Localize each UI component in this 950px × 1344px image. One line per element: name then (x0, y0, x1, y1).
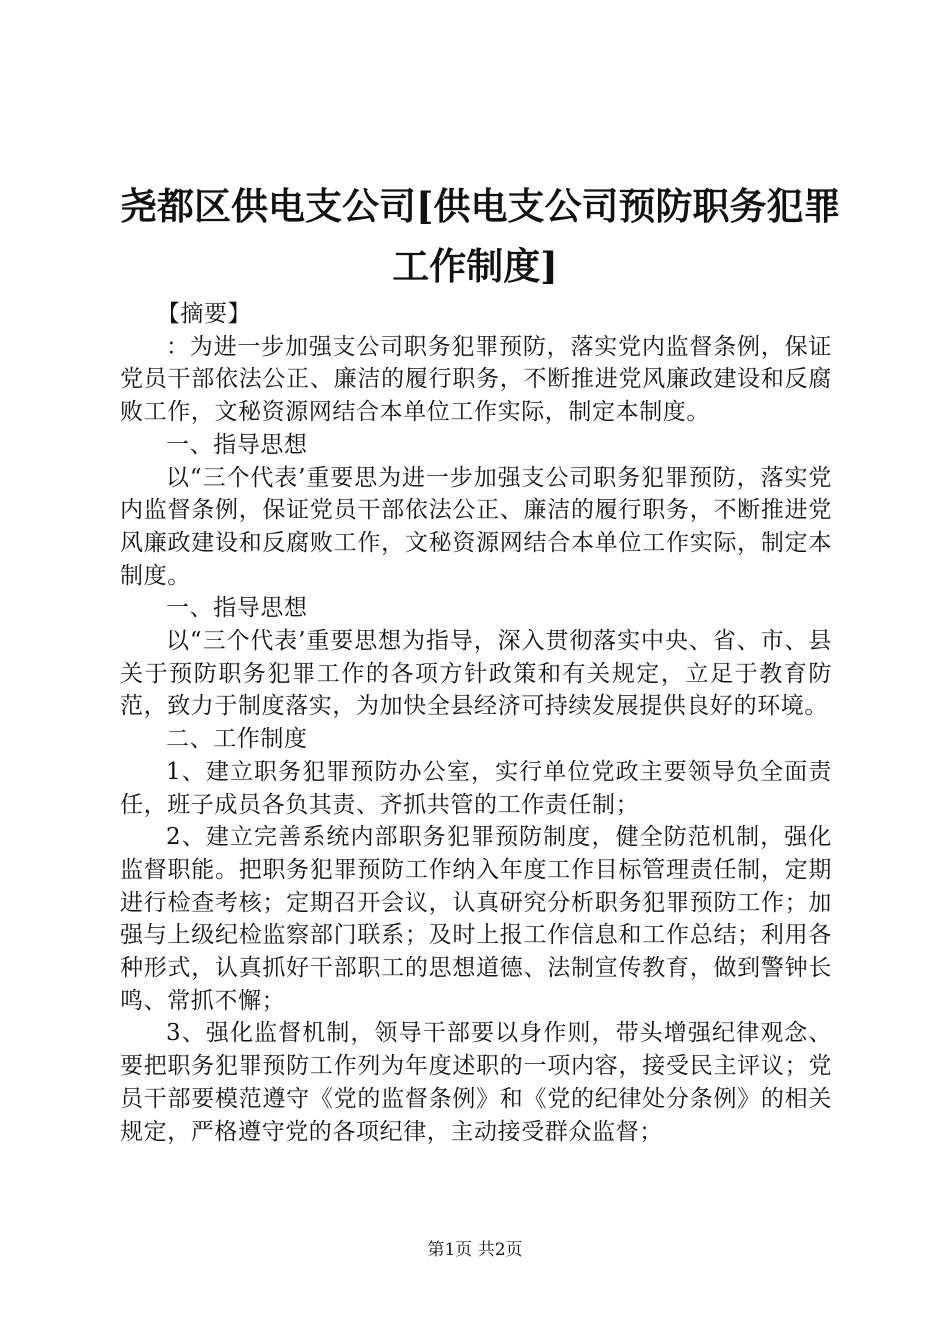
summary-label: 【摘要】 (156, 301, 252, 327)
section-heading: 一、指导思想 (166, 595, 308, 622)
section-heading: 一、指导思想 (166, 431, 308, 458)
page-footer: 第1页 共2页 (427, 1240, 523, 1260)
paragraph: 以“三个代表’重要思想为指导，深入贯彻落实中央、省、市、县关于预防职务犯罪工作的各项方针政策和有关规定，立足于教育防范，致力于制度落实，为加快全县经济可持续发展提供良好的环境。 (120, 628, 832, 720)
document-title (120, 176, 841, 296)
title-line-2: 工作制度] (392, 244, 558, 288)
paragraph: 1、建立职务犯罪预防办公室，实行单位党政主要领导负全面责任，班子成员各负其责、齐抓共管的工作责任制； (120, 758, 832, 818)
document-body (120, 298, 832, 1148)
paragraph: ：为进一步加强支公司职务犯罪预防，落实党内监督条例，保证党员干部依法公正、廉洁的履行职务，不断推进党风廉政建设和反腐败工作，文秘资源网结合本单位工作实际，制定本制度。 (120, 333, 832, 426)
paragraph: 以“三个代表’重要思为进一步加强支公司职务犯罪预防，落实党内监督条例，保证党员干部依法公正、廉洁的履行职务，不断推进党风廉政建设和反腐败工作，文秘资源网结合本单位工作实际，制定本制度。 (120, 464, 832, 589)
title-line-1: 尧都区供电支公司[供电支公司预防职务犯罪 (120, 184, 841, 228)
paragraph: 2、建立完善系统内部职务犯罪预防制度，健全防范机制，强化监督职能。把职务犯罪预防工作纳入年度工作目标管理责任制，定期进行检查考核；定期召开会议，认真研究分析职务犯罪预防工作；加强与上级纪检监察部门联系；及时上报工作信息和工作总结；利用各种形式，认真抓好干部职工的思想道德、法制宣传教育，做到警钟长鸣、常抓不懈； (120, 824, 832, 1014)
section-heading: 二、工作制度 (166, 726, 308, 753)
paragraph: 3、强化监督机制，领导干部要以身作则，带头增强纪律观念、要把职务犯罪预防工作列为年度述职的一项内容，接受民主评议；党员干部要模范遵守《党的监督条例》和《党的纪律处分条例》的相关规定，严格遵守党的各项纪律，主动接受群众监督； (120, 1020, 832, 1145)
